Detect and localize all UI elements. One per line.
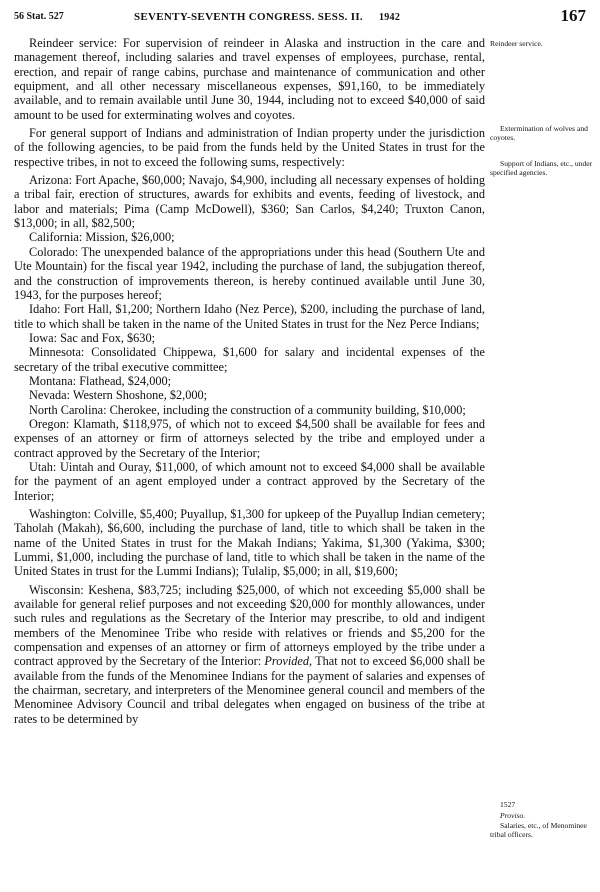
- congress-session: SEVENTY-SEVENTH CONGRESS. SESS. II.: [134, 11, 363, 23]
- margin-note-stat: 1527: [500, 800, 516, 809]
- margin-note-reindeer: Reindeer service.: [490, 39, 543, 48]
- main-text: [14, 36, 485, 726]
- paragraph-utah: Utah: Uintah and Ouray, $11,000, of which amount not to exceed $4,000 shall be available for the payment of an agent employed under a contract approved by the Secretary of the Interior;: [14, 459, 485, 503]
- proviso-label: Proviso.: [500, 811, 526, 820]
- margin-note-wolves: Extermination of wolves and coyotes.: [490, 124, 588, 142]
- paragraph-minnesota: Minnesota: Consolidated Chippewa, $1,600 for salary and incidental expenses of the secretary of the tribal executive committee;: [14, 345, 485, 374]
- paragraph-montana: Montana: Flathead, $24,000;: [29, 373, 172, 388]
- page-header: [0, 8, 600, 28]
- wisconsin-text: Wisconsin: Keshena, $83,725; including $25,000, of which not exceeding $5,000 shall be available for general relief purposes and not exceeding $20,000 for monthly allowances, under such rules and regulations as the Secretary of the Interior may prescribe, to old and indigent members of the Menominee Tribe who reside with relatives or friends and $5,200 for the compensation and expenses of an attorney or firm of attorneys employed by the tribe under a contract approved by the Secretary of the Interior:: [14, 582, 485, 669]
- paragraph-wisconsin: [14, 583, 485, 726]
- paragraph-colorado: Colorado: The unexpended balance of the appropriations under this head (Southern Ute and Ute Mountain) for the fiscal year 1942, including the purchase of land, the subjugation thereof, and the construction of improvements thereon, is hereby continued available until June 30, 1943, for the purposes hereof;: [14, 244, 485, 302]
- paragraph-california: California: Mission, $26,000;: [29, 230, 175, 245]
- paragraph-north-carolina: North Carolina: Cherokee, including the construction of a community building, $10,000;: [29, 402, 466, 417]
- running-title: [134, 11, 400, 23]
- paragraph-oregon: Oregon: Klamath, $118,975, of which not to exceed $4,500 shall be available for fees and expenses of an attorney or firm of attorneys selected by the tribe and employed under a contract approved by the Secretary of the Interior;: [14, 416, 485, 460]
- page-number: 167: [560, 6, 586, 25]
- paragraph-idaho: Idaho: Fort Hall, $1,200; Northern Idaho (Nez Perce), $200, including the purchase of land, title to which shall be taken in the name of the United States in trust for the Nez Perce Indians;: [14, 302, 485, 331]
- year: 1942: [378, 12, 401, 23]
- margin-note-support: Support of Indians, etc., under specified agencies.: [490, 159, 593, 177]
- paragraph-washington: Washington: Colville, $5,400; Puyallup, $1,300 for upkeep of the Puyallup Indian cemetery; Taholah (Makah), $6,600, including the purchase of land, title to which shall be taken in the name of the United States in trust for the Makah Indians; Yakima, $1,300 (Yakima, $300; Lummi, $1,000, including the purchase of land, title to which shall be taken in the name of the United States in trust for the Lummi Indians); Tulalip, $5,000; in all, $19,600;: [14, 507, 485, 579]
- wisconsin-proviso-text: That not to exceed $6,000 shall be available from the funds of the Menominee Indians for the payment of salaries and expenses of the chairman, secretary, and interpreters of the Menominee general council and members of the Menominee Advisory Council and tribal delegates when engaged on business of the tribe at rates to be determined by: [14, 654, 486, 726]
- paragraph-general-support: For general support of Indians and administration of Indian property under the jurisdiction of the following agencies, to be paid from the funds held by the United States in trust for the respective tribes, in not to exceed the following sums, respectively:: [14, 126, 485, 169]
- paragraph-reindeer: Reindeer service: For supervision of reindeer in Alaska and instruction in the care and management thereof, including salaries and travel expenses of employees, purchase, rental, erection, and repair of range cabins, purchase and maintenance of communication and other equipment, and all other necessary miscellaneous expenses, $91,160, to be immediately available, and to remain available until June 30, 1944, including not to exceed $40,000 of said amount to be used for exterminating wolves and coyotes.: [14, 36, 485, 122]
- margin-note-salaries: Salaries, etc., of Menominee tribal officers.: [490, 821, 587, 839]
- paragraph-arizona: Arizona: Fort Apache, $60,000; Navajo, $4,900, including all necessary expenses of holding a tribal fair, erection of structures, awards for exhibits and events, feeding of livestock, and labor and materials; Pima (Camp McDowell), $360; San Carlos, $4,240; Truxton Canon, $13,000; in all, $82,500;: [14, 173, 485, 231]
- paragraph-nevada: Nevada: Western Shoshone, $2,000;: [29, 388, 208, 403]
- proviso-word: Provided,: [264, 654, 313, 669]
- margin-note-proviso: [490, 812, 596, 821]
- statute-reference: 56 Stat. 527: [14, 11, 64, 22]
- paragraph-iowa: Iowa: Sac and Fox, $630;: [29, 330, 156, 345]
